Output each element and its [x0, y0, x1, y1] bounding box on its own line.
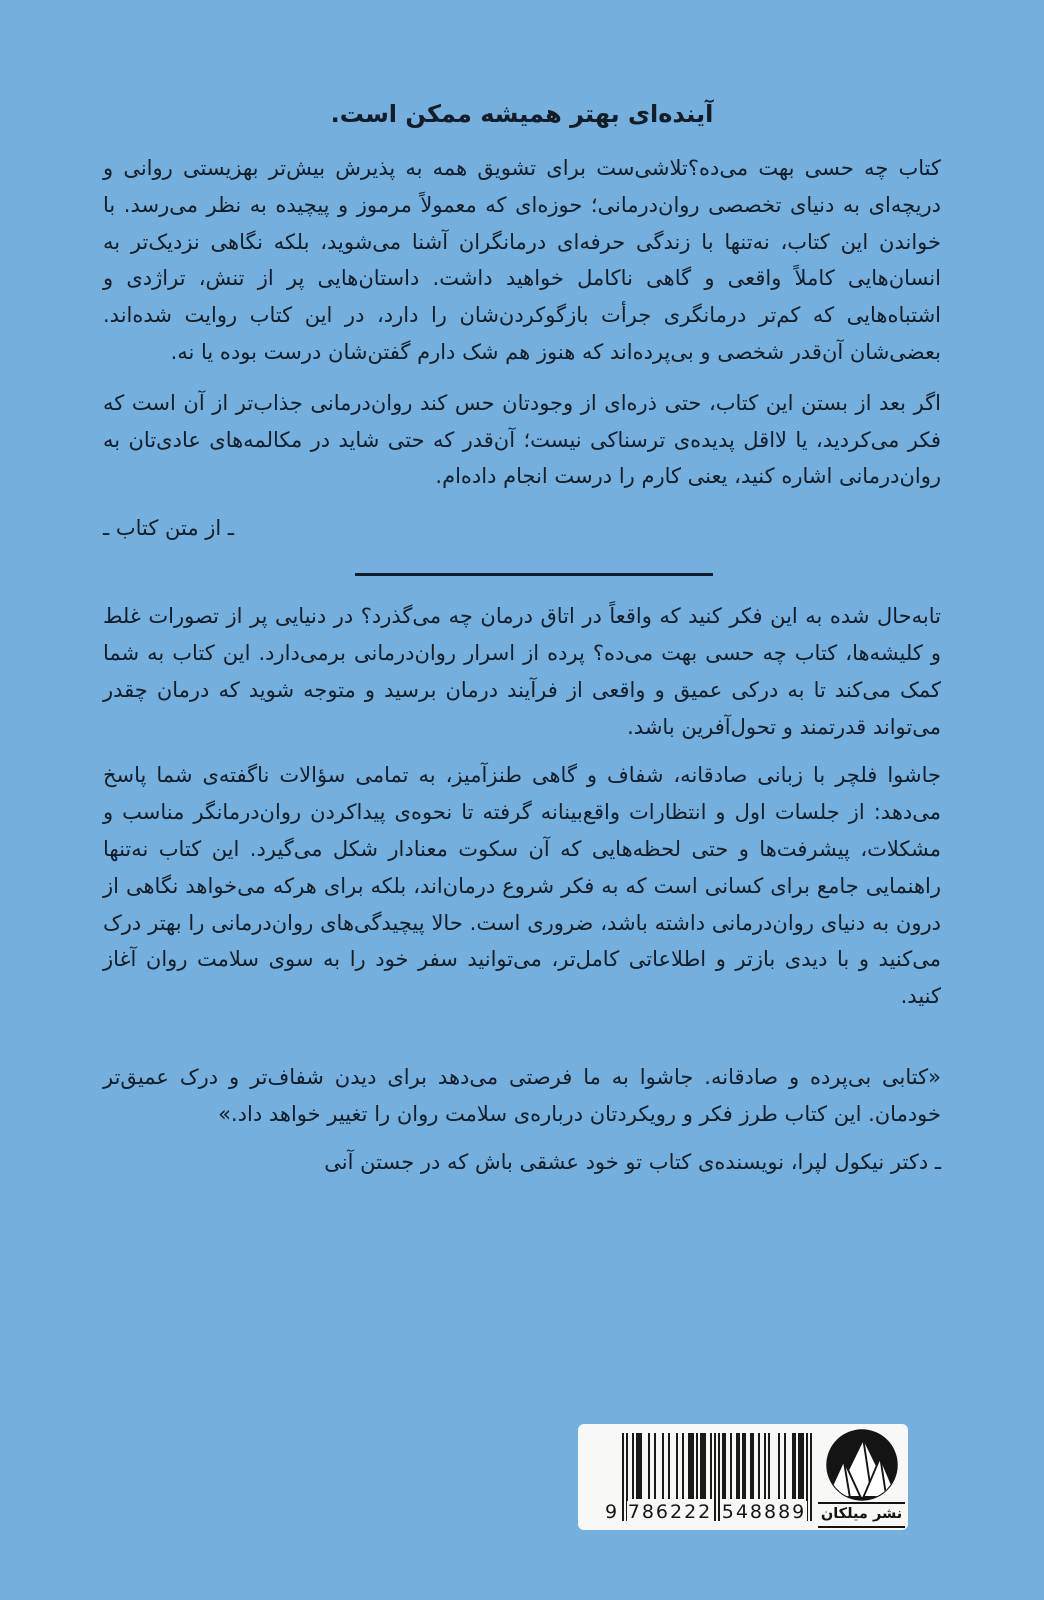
blurb-paragraph-4: جاشوا فلچر با زبانی صادقانه، شفاف و گاهی طنزآمیز، به تمامی سؤالات ناگفته‌ی شما پاسخ می‌دهد: از جلسات اول و انتظارات واقع‌بینانه گرفته تا نحوه‌ی پیداکردن روان‌درمانگر مناسب و مشکلات، پیشرفت‌ها و حتی لحظه‌هایی که آن سکوت معنادار شکل می‌گیرد. این کتاب نه‌تنها راهنمایی جامع برای کسانی است که به فکر شروع درمان‌اند، بلکه برای هرکه می‌خواهد نگاهی از درون به دنیای روان‌درمانی داشته باشد، ضروری است. حالا پیچیدگی‌های روان‌درمانی را بهتر درک می‌کنید و با دیدی بازتر و اطلاعاتی کامل‌تر، می‌توانید سفر خود را به سوی سلامت روان آغاز کنید.	[103, 763, 941, 1009]
ean13-barcode	[605, 1433, 812, 1523]
isbn-digit-system: 9	[605, 1501, 618, 1523]
source-note: ـ از متن کتاب ـ	[103, 516, 235, 541]
tagline: آینده‌ای بهتر همیشه ممکن است.	[330, 100, 714, 128]
blurb-paragraph-3: تابه‌حال شده به این فکر کنید که واقعاً در اتاق درمان چه می‌گذرد؟ در دنیایی پر از تصورات غلط و کلیشه‌ها، کتاب چه حسی بهت می‌ده؟ پرده از اسرار روان‌درمانی برمی‌دارد. این کتاب به شما کمک می‌کند تا به درکی عمیق و واقعی از فرآیند درمان برسید و متوجه شوید که درمان چقدر می‌تواند قدرتمند و تحول‌آفرین باشد.	[103, 604, 941, 739]
isbn-digits-left: 786222	[627, 1501, 713, 1523]
endorsement-attribution: ـ دکتر نیکول لپرا، نویسنده‌ی کتاب تو خود عشقی باش که در جستن آنی	[324, 1149, 941, 1174]
publisher-name: نشر میلکان	[818, 1502, 905, 1528]
blurb-paragraph-2: اگر بعد از بستن این کتاب، حتی ذره‌ای از وجودتان حس کند روان‌درمانی جذاب‌تر از آن است که فکر می‌کردید، یا لااقل پدیده‌ی ترسناکی نیست؛ آن‌قدر که حتی شاید در مکالمه‌های عادی‌تان به روان‌درمانی اشاره کنید، یعنی کارم را درست انجام داده‌ام.	[103, 390, 941, 489]
section-divider	[355, 573, 713, 576]
blurb-paragraph-1: کتاب چه حسی بهت می‌ده؟تلاشی‌ست برای تشویق همه به پذیرش بیش‌تر بهزیستی روانی و دریچه‌ای به دنیای تخصصی روان‌درمانی؛ حوزه‌ای که معمولاً مرموز و پیچیده به نظر می‌رسد. با خواندن این کتاب، نه‌تنها با زندگی حرفه‌ای درمانگران آشنا می‌شوید، بلکه نگاهی نزدیک‌تر به انسان‌هایی کاملاً واقعی و گاهی ناکامل خواهید داشت. داستان‌هایی پر از تنش، تراژدی و اشتباه‌هایی که کم‌تر درمانگری جرأت بازگوکردن‌شان را دارد، در این کتاب روایت شده‌اند. بعضی‌شان آن‌قدر شخصی و بی‌پرده‌اند که هنوز هم شک دارم گفتن‌شان درست بوده یا نه.	[103, 156, 941, 364]
isbn-barcode-panel	[578, 1424, 908, 1530]
milkan-mountains-logo-icon	[824, 1427, 900, 1503]
back-cover-text-block	[103, 0, 941, 1179]
endorsement-quote: «کتابی بی‌پرده و صادقانه. جاشوا به ما فرصتی می‌دهد برای دیدن شفاف‌تر و درک عمیق‌تر خودمان. این کتاب طرز فکر و رویکردتان درباره‌ی سلامت روان را تغییر خواهد داد.»	[103, 1064, 941, 1126]
isbn-digits-right: 548889	[721, 1501, 807, 1523]
